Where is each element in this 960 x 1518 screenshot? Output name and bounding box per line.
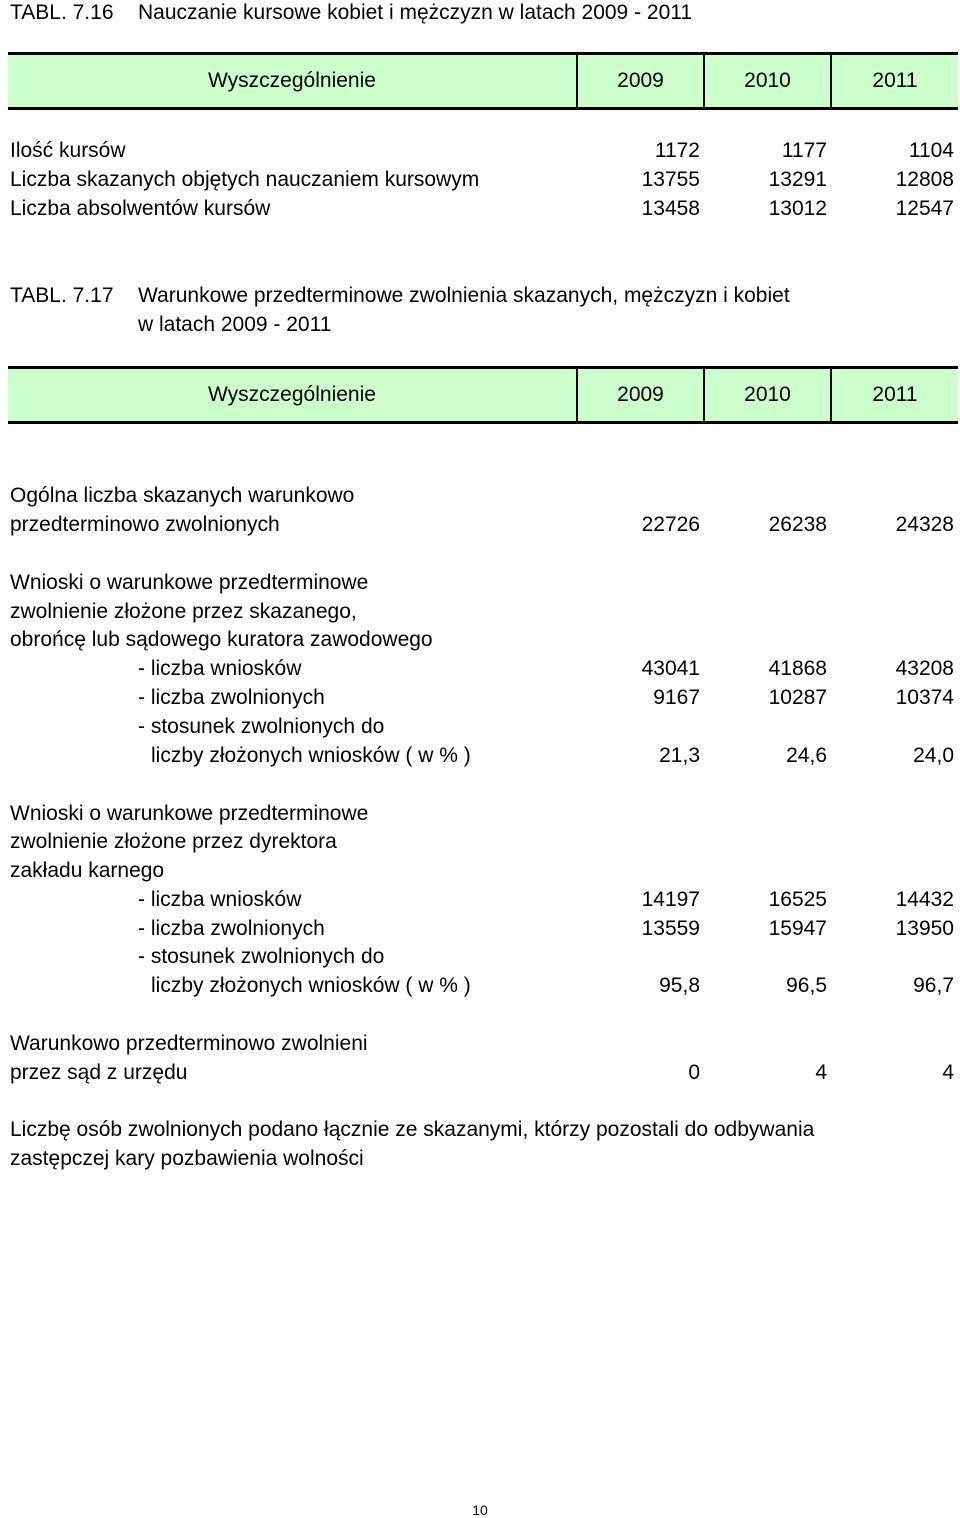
section-label-line1: Warunkowo przedterminowo zwolnieni — [10, 1032, 368, 1055]
table2-header-label: Wyszczególnienie — [208, 383, 376, 406]
value-2009: 13755 — [641, 168, 700, 191]
table1-header-label: Wyszczególnienie — [208, 69, 376, 92]
table2-header — [8, 366, 958, 424]
table2-title-line2: w latach 2009 - 2011 — [138, 313, 332, 336]
row-label-line1: - stosunek zwolnionych do — [138, 945, 385, 968]
value-2009: 13458 — [641, 197, 700, 220]
table1-header — [8, 52, 958, 110]
table1-title-prefix: TABL. 7.16 — [10, 1, 114, 24]
table1-header-2010: 2010 — [744, 69, 791, 92]
value-2009: 21,3 — [659, 744, 700, 767]
row-label-line2: liczby złożonych wniosków ( w % ) — [151, 974, 471, 997]
section-label-line1: Wnioski o warunkowe przedterminowe — [10, 571, 369, 594]
value-2009: 9167 — [653, 686, 700, 709]
row-label: - liczba zwolnionych — [138, 917, 325, 940]
section-label-line2: zwolnienie złożone przez skazanego, — [10, 600, 357, 623]
value-2011: 24328 — [895, 513, 954, 536]
value-2011: 24,0 — [913, 744, 954, 767]
row-label: - liczba wniosków — [138, 657, 302, 680]
section-label-line3: zakładu karnego — [10, 859, 165, 882]
footnote-line1: Liczbę osób zwolnionych podano łącznie ze skazanymi, którzy pozostali do odbywania — [10, 1118, 815, 1141]
value-2010: 10287 — [768, 686, 827, 709]
section-label-line1: Wnioski o warunkowe przedterminowe — [10, 802, 369, 825]
value-2011: 12808 — [895, 168, 954, 191]
value-2011: 10374 — [895, 686, 954, 709]
page-number: 10 — [472, 1502, 488, 1518]
table2-title-prefix: TABL. 7.17 — [10, 284, 114, 307]
value-2009: 95,8 — [659, 974, 700, 997]
table2-header-2011: 2011 — [872, 383, 918, 406]
row-label-line1: - stosunek zwolnionych do — [138, 715, 385, 738]
value-2010: 15947 — [768, 917, 827, 940]
table2-header-2009: 2009 — [617, 383, 664, 406]
value-2011: 12547 — [895, 197, 954, 220]
section-label-line1: Ogólna liczba skazanych warunkowo — [10, 484, 355, 507]
value-2009: 22726 — [641, 513, 700, 536]
value-2009: 0 — [688, 1061, 700, 1084]
section-label-line2: przez sąd z urzędu — [10, 1061, 188, 1084]
footnote-line2: zastępczej kary pozbawienia wolności — [10, 1147, 364, 1170]
value-2010: 24,6 — [786, 744, 827, 767]
row-label: - liczba wniosków — [138, 888, 302, 911]
row-label-line2: liczby złożonych wniosków ( w % ) — [151, 744, 471, 767]
row-label: - liczba zwolnionych — [138, 686, 325, 709]
table2-title-line1: Warunkowe przedterminowe zwolnienia skazanych, mężczyzn i kobiet — [138, 284, 790, 307]
value-2011: 43208 — [895, 657, 954, 680]
section-label-line2: przedterminowo zwolnionych — [10, 513, 280, 536]
value-2010: 13291 — [768, 168, 827, 191]
table1-header-2011: 2011 — [872, 69, 918, 92]
value-2011: 13950 — [895, 917, 954, 940]
value-2011: 1104 — [908, 139, 954, 162]
value-2010: 4 — [815, 1061, 827, 1084]
value-2010: 41868 — [768, 657, 827, 680]
table1-title: Nauczanie kursowe kobiet i mężczyzn w latach 2009 - 2011 — [138, 1, 693, 24]
value-2011: 96,7 — [913, 974, 954, 997]
value-2011: 14432 — [895, 888, 954, 911]
value-2009: 13559 — [641, 917, 700, 940]
row-label: Liczba absolwentów kursów — [10, 197, 271, 220]
value-2010: 26238 — [768, 513, 827, 536]
section-label-line3: obrońcę lub sądowego kuratora zawodowego — [10, 628, 433, 651]
table1-header-2009: 2009 — [617, 69, 664, 92]
table2-header-2010: 2010 — [744, 383, 791, 406]
value-2009: 14197 — [641, 888, 700, 911]
row-label: Ilość kursów — [10, 139, 126, 162]
value-2010: 13012 — [768, 197, 827, 220]
row-label: Liczba skazanych objętych nauczaniem kursowym — [10, 168, 480, 191]
value-2011: 4 — [942, 1061, 954, 1084]
value-2010: 96,5 — [786, 974, 827, 997]
value-2010: 1177 — [781, 139, 827, 162]
section-label-line2: zwolnienie złożone przez dyrektora — [10, 830, 337, 853]
value-2009: 43041 — [641, 657, 700, 680]
value-2009: 1172 — [654, 139, 700, 162]
value-2010: 16525 — [768, 888, 827, 911]
